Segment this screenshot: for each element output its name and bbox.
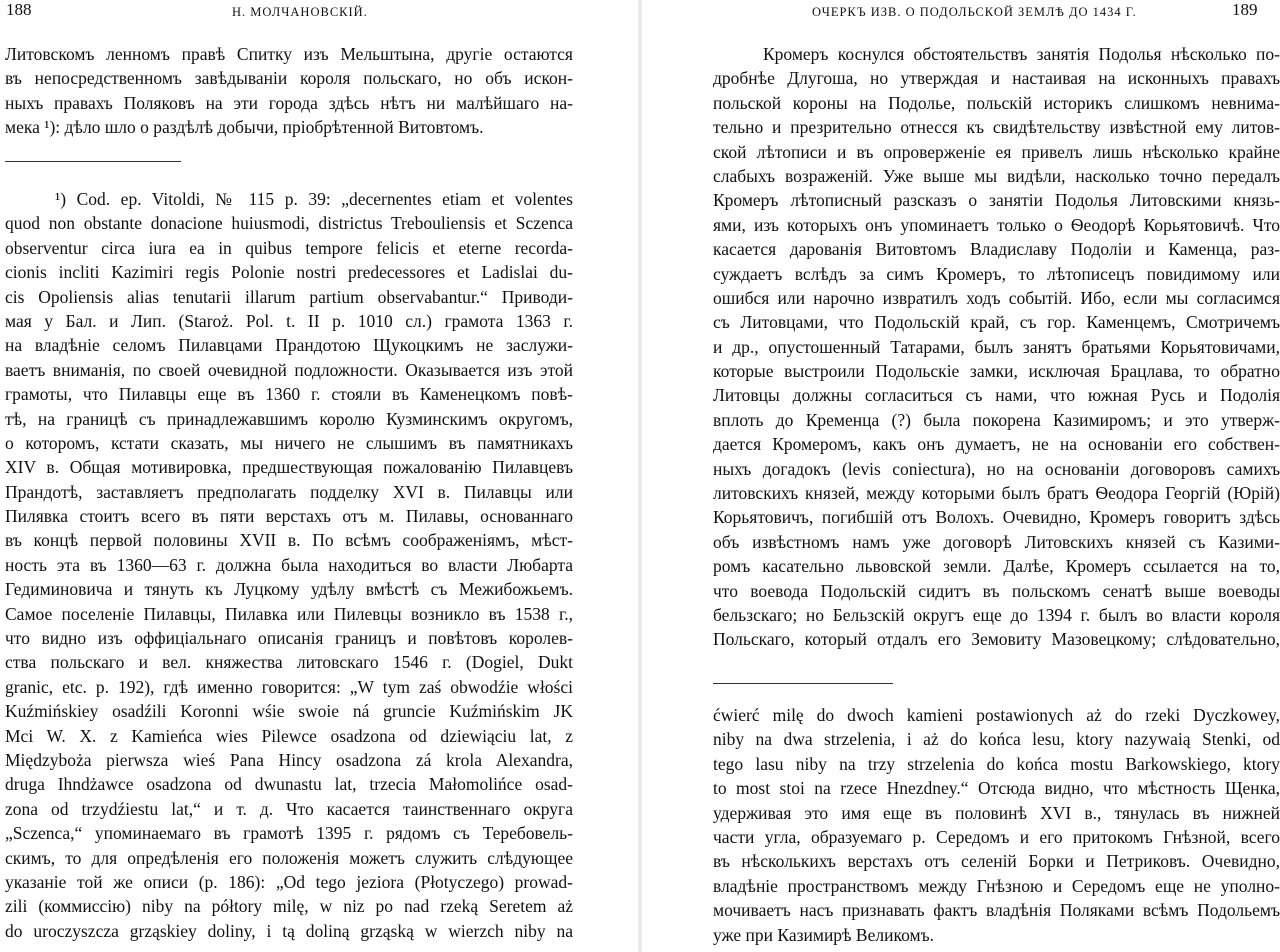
text-line: ность эта въ 1360—63 г. должна была находиться во власти Любарта: [5, 554, 573, 575]
text-line: ваетъ вниманія, по своей очевидной подложности. Оказывается изъ этой: [5, 359, 573, 380]
text-line: Прандотѣ, заставляетъ предполагать подделку XVI в. Пилавцы или: [5, 481, 573, 502]
text-line: druga Ihndżawce osadzona od dwunastu lat, trzecia Małomolińce osad-: [5, 774, 573, 795]
text-line: части угла, образуемаго р. Середомъ и его притокомъ Гнѣзной, всего: [713, 826, 1280, 847]
text-line: польской короны на Подолье, польскій историкъ слишкомъ невнима-: [713, 92, 1280, 113]
text-line: мочиваетъ насъ признавать фактъ владѣнія Поляками всѣмъ Подольемъ: [713, 900, 1280, 921]
text-line: ¹) Cod. ep. Vitoldi, № 115 p. 39: „decernentes etiam et volentes: [55, 189, 573, 209]
text-line: что воевода Подольскій сидитъ въ польскомъ сенатѣ выше воеводы: [713, 580, 1280, 601]
right-page-number: 189: [1232, 0, 1258, 19]
text-line: ошибся или нарочно извратилъ ходъ событій. Ибо, если мы согласимся: [713, 287, 1280, 308]
text-line: въ концѣ первой половины XVII в. По всѣмъ соображеніямъ, мѣст-: [5, 530, 573, 551]
text-line: ства польскаго и вел. княжества литовскаго 1546 г. (Dogiel, Dukt: [5, 652, 573, 673]
footnote-separator: [713, 683, 893, 684]
text-line: уже при Казимирѣ Великомъ.: [713, 924, 934, 945]
right-page: [640, 0, 1280, 952]
text-line: объ извѣстномъ намъ уже договорѣ Литовскихъ князей съ Казими-: [713, 531, 1280, 552]
text-line: zona od trzydźiestu lat,“ и т. д. Что касается таинственнаго округа: [5, 798, 573, 819]
text-line: дробнѣе Длугоша, но утверждая и настаивая на исконныхъ правахъ: [713, 68, 1280, 89]
left-running-head: Н. МОЛЧАНОВСКІЙ.: [232, 5, 368, 19]
left-footnote: [5, 187, 573, 943]
right-page-header: [640, 0, 1280, 26]
left-main-paragraph: [5, 42, 573, 140]
text-line: Пилявка стоитъ всего въ пяти верстахъ отъ м. Пилавы, основаннаго: [5, 506, 573, 527]
text-line: cis Opoliensis alias tenutarii illarum partium observabantur.“ Приводи-: [5, 286, 573, 307]
text-line: касается дарованія Витовтомъ Владиславу Подоліи и Каменца, раз-: [713, 239, 1280, 260]
text-line: cionis incliti Kazimiri regis Polonie nostri predecessores et Ladislai du-: [5, 262, 573, 283]
text-line: мая у Бал. и Лип. (Staroż. Pol. t. II p. 1010 сл.) грамота 1363 г.: [5, 310, 573, 331]
text-line: литовскихъ князей, между которыми былъ братъ Ѳеодора Георгій (Юрій): [713, 483, 1280, 504]
text-line: ской лѣтописи и въ опроверженіе ея привелъ лишь нѣсколько крайне: [713, 141, 1280, 162]
left-page-number: 188: [6, 0, 32, 19]
text-line: to most stoi na rzece Hnezdney.“ Отсюда видно, что мѣстность Щенка,: [713, 778, 1280, 799]
text-line: do uroczyszcza grząskiey doliny, i tą doliną grząską w wierzch niby na: [5, 920, 573, 941]
text-line: скимъ, то для опредѣленія его положенія можетъ служить слѣдующее: [5, 847, 573, 868]
text-line: бельзскаго; но Бельзскій округъ еще до 1394 г. былъ во власти короля: [713, 604, 1280, 625]
text-line: грамоты, что Пилавцы еще въ 1360 г. стояли въ Каменецкомъ повѣ-: [5, 384, 573, 405]
footnote-separator: [5, 161, 181, 162]
text-line: вплоть до Кременца (?) была покорена Казимиромъ; и это утверж-: [713, 409, 1280, 430]
text-line: ныхъ догадокъ (levis coniectura), но на основаніи договоровъ самихъ: [713, 458, 1280, 479]
text-line: „Sczenca,“ упоминаемаго въ грамотѣ 1395 г. рядомъ съ Теребовель-: [5, 823, 573, 844]
text-line: и др., опустошенный Татарами, былъ занятъ братьями Корьятовичами,: [713, 336, 1280, 357]
text-line: указаніе той же описи (p. 186): „Od tego jeziora (Płotyczego) prowad-: [5, 871, 573, 892]
text-line: Кромеръ коснулся обстоятельствъ занятія Подолья нѣсколько по-: [763, 44, 1280, 64]
text-line: владѣніе пространствомъ между Гнѣзною и Середомъ еще не уполно-: [713, 875, 1280, 896]
text-line: Kuźmińskiey osadźili Koronni wśie swoie ná gruncie Kuźmińskim JK: [5, 701, 573, 722]
text-line: въ непосредственномъ завѣдываніи короля польскаго, но объ искон-: [5, 68, 573, 89]
text-line: что видно изъ оффиціальнаго описанія границъ и повѣтовъ королев-: [5, 628, 573, 649]
text-line: съ Литовцами, что Подольскій край, съ гор. Каменцемъ, Смотричемъ: [713, 312, 1280, 333]
text-line: observentur circa iura ea in quibus tempore felicis et eterne recorda-: [5, 237, 573, 258]
text-line: суждаетъ вслѣдъ за симъ Кромеръ, то лѣтописецъ повидимому или: [713, 263, 1280, 284]
text-line: о которомъ, кстати сказать, мы ничего не слышимъ въ памятникахъ: [5, 432, 573, 453]
text-line: на владѣніе селомъ Пилавцами Прандотою Щукоцкимъ не заслужи-: [5, 335, 573, 356]
text-line: zili (коммиссію) niby na półtory milę, w niz po nad rzeką Seretem aż: [5, 896, 573, 917]
text-line: удерживая это имя еще въ половинѣ XVI в., тянулась въ нижней: [713, 802, 1280, 823]
text-line: Mci W. X. z Kamieńca wies Pilewce osadzona od dziewiąciu lat, z: [5, 725, 573, 746]
text-line: Międzyboża pierwsza wieś Pana Hincy osadzona zá krola Alexandra,: [5, 749, 573, 770]
text-line: Литовцы должны согласиться съ нами, что южная Русь и Подолія: [713, 385, 1280, 406]
text-line: Литовскомъ ленномъ правѣ Спитку изъ Мельштына, другіе остаются: [5, 44, 573, 64]
text-line: ромъ касательно львовской земли. Далѣе, Кромеръ ссылается на то,: [713, 556, 1280, 577]
text-line: granic, etc. p. 192), гдѣ именно говорится: „W tym zaś obwodźie włości: [5, 676, 573, 697]
text-line: ями, изъ которыхъ онъ упоминаетъ только о Ѳеодорѣ Корьятовичѣ. Что: [713, 214, 1280, 235]
text-line: Самое поселеніе Пилавцы, Пилавка или Пилевцы возникло въ 1538 г.,: [5, 603, 573, 624]
right-footnote-continuation: [713, 703, 1280, 947]
text-line: мека ¹): дѣло шло о раздѣлѣ добычи, пріобрѣтенной Витовтомъ.: [5, 117, 484, 138]
text-line: тѣ, на границѣ съ принадлежавшимъ королю Кузминскимъ округомъ,: [5, 408, 573, 429]
text-line: тельно и презрительно отнесся къ свидѣтельству извѣстной ему литов-: [713, 117, 1280, 138]
text-line: Гедиминовича и тянуть къ Луцкому удѣлу вмѣстѣ съ Межибожьемъ.: [5, 579, 573, 600]
text-line: Корьятовичъ, погибшій отъ Волохъ. Очевидно, Кромеръ говоритъ здѣсь: [713, 507, 1280, 528]
text-line: quod non obstante donacione huiusmodi, districtus Trebouliensis et Sczenca: [5, 213, 573, 234]
right-main-paragraph: [713, 42, 1280, 652]
text-line: дается Кромеромъ, какъ онъ думаетъ, не на основаніи его собствен-: [713, 434, 1280, 455]
left-page-header: [0, 0, 640, 26]
text-line: XIV в. Общая мотивировка, предшествующая пожалованію Пилавцевъ: [5, 457, 573, 478]
text-line: которые выстроили Подольскіе замки, исключая Брацлава, то обратно: [713, 361, 1280, 382]
text-line: ныхъ правахъ Поляковъ на эти города здѣсь нѣтъ ни малѣйшаго на-: [5, 92, 573, 113]
text-line: въ нѣсколькихъ верстахъ отъ селеній Борки и Петриковъ. Очевидно,: [713, 851, 1280, 872]
right-running-head: ОЧЕРКЪ ИЗВ. О ПОДОЛЬСКОЙ ЗЕМЛѢ ДО 1434 Г.: [812, 5, 1137, 19]
text-line: niby na dwa strzelenia, i aż do końca lesu, ktory nazywaią Stenki, od: [713, 729, 1280, 750]
text-line: ćwierć milę do dwoch kamieni postawionych aż do rzeki Dyczkowey,: [713, 705, 1280, 725]
text-line: Польскаго, который отдалъ его Земовиту Мазовецкому; слѣдовательно,: [713, 629, 1280, 650]
text-line: слабыхъ возраженій. Уже выше мы видѣли, насколько точно передалъ: [713, 165, 1280, 186]
text-line: tego lasu niby na trzy strzelenia do końca mostu Barkowskiego, ktory: [713, 753, 1280, 774]
text-line: Кромеръ лѣтописный разсказъ о занятіи Подолья Литовскими князь-: [713, 190, 1280, 211]
